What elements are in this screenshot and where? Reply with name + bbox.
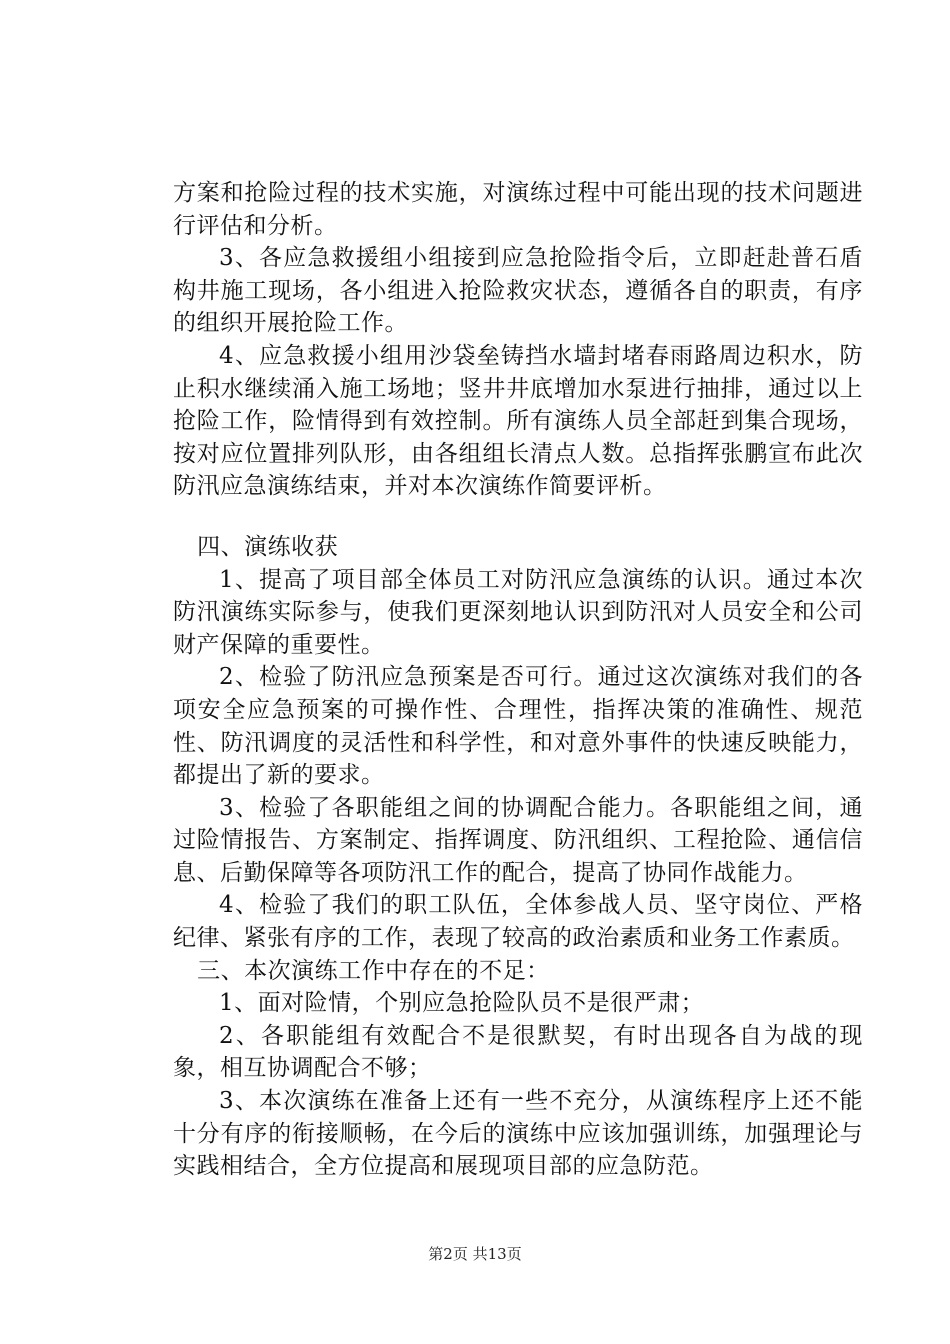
section-heading-gains: 四、演练收获 [197, 533, 339, 560]
paragraph-shortcoming-1: 1、面对险情，个别应急抢险队员不是很严肃； [219, 990, 705, 1017]
paragraph-gain-3: 3、检验了各职能组之间的协调配合能力。各职能组之间，通过险情报告、方案制定、指挥调度、防汛组织、工程抢险、通信信息、后勤保障等各项防汛工作的配合，提高了协同作战能力。 [173, 794, 863, 886]
paragraph-shortcoming-2: 2、各职能组有效配合不是很默契，有时出现各自为战的现象，相互协调配合不够； [173, 1022, 863, 1082]
paragraph-gain-1: 1、提高了项目部全体员工对防汛应急演练的认识。通过本次防汛演练实际参与，使我们更深刻地认识到防汛对人员安全和公司财产保障的重要性。 [173, 566, 863, 658]
paragraph-gain-4: 4、检验了我们的职工队伍，全体参战人员、坚守岗位、严格纪律、紧张有序的工作，表现了较高的政治素质和业务工作素质。 [173, 892, 863, 952]
paragraph-spacer [173, 503, 863, 531]
document-body [173, 177, 863, 1183]
paragraph-flood-control: 4、应急救援小组用沙袋垒铸挡水墙封堵春雨路周边积水，防止积水继续涌入施工场地；竖井井底增加水泵进行抽排，通过以上抢险工作，险情得到有效控制。所有演练人员全部赶到集合现场，按对应位置排列队形，由各组组长清点人数。总指挥张鹏宣布此次防汛应急演练结束，并对本次演练作简要评析。 [173, 342, 863, 500]
paragraph-rescue-teams: 3、各应急救援组小组接到应急抢险指令后，立即赶赴普石盾构井施工现场，各小组进入抢险救灾状态，遵循各自的职责，有序的组织开展抢险工作。 [173, 245, 863, 337]
page-number-footer: 第2页 共13页 [428, 1245, 522, 1263]
section-heading-shortcomings: 三、本次演练工作中存在的不足： [197, 957, 550, 984]
paragraph-tech-analysis: 方案和抢险过程的技术实施，对演练过程中可能出现的技术问题进行评估和分析。 [173, 180, 863, 239]
paragraph-shortcoming-3: 3、本次演练在准备上还有一些不充分，从演练程序上还不能十分有序的衔接顺畅，在今后的演练中应该加强训练，加强理论与实践相结合，全方位提高和展现项目部的应急防范。 [173, 1088, 863, 1180]
paragraph-gain-2: 2、检验了防汛应急预案是否可行。通过这次演练对我们的各项安全应急预案的可操作性、合理性，指挥决策的准确性、规范性、防汛调度的灵活性和科学性，和对意外事件的快速反映能力，都提出了新的要求。 [173, 664, 863, 789]
